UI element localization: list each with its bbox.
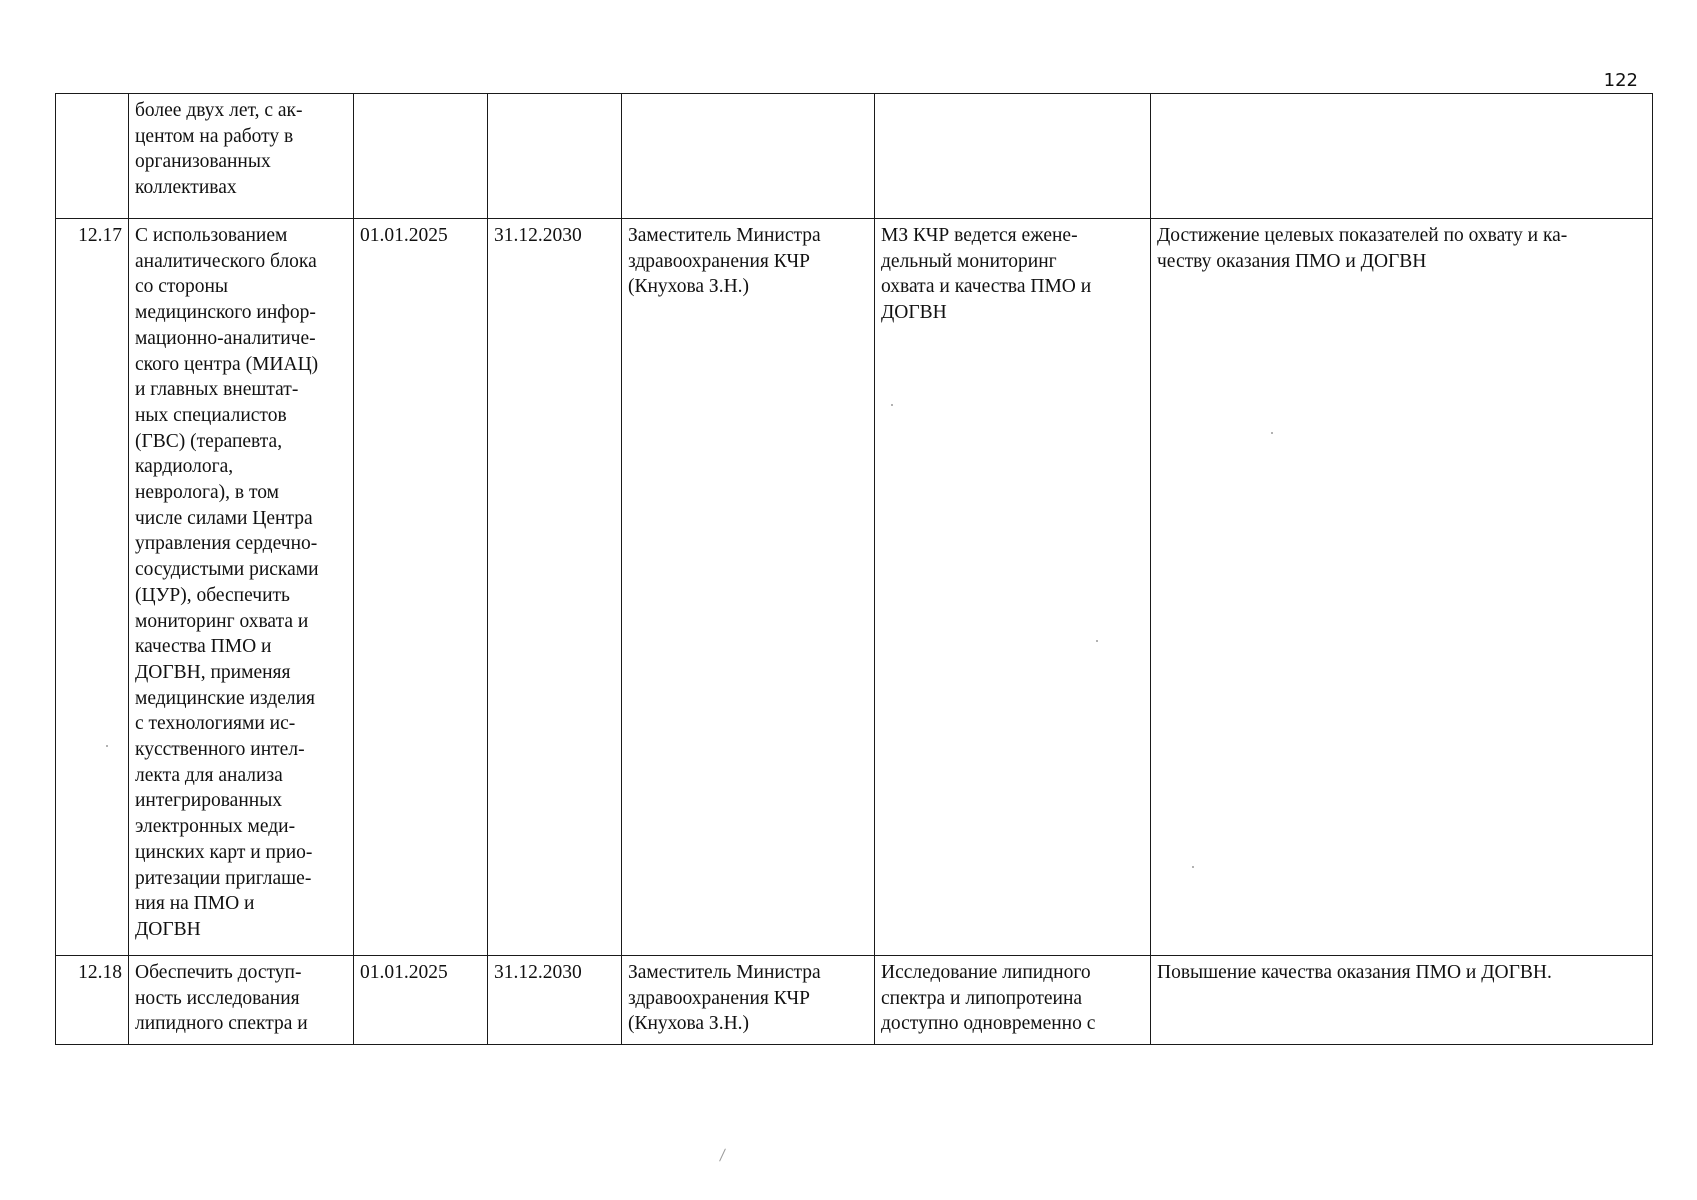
action-cell: Обеспечить доступ- ность исследования липидного спектра и	[129, 956, 354, 1045]
responsible-cell: Заместитель Министра здравоохранения КЧР (Кнухова З.Н.)	[622, 219, 875, 956]
responsible-cell: Заместитель Министра здравоохранения КЧР (Кнухова З.Н.)	[622, 956, 875, 1045]
page-number: 122	[1603, 70, 1638, 91]
table-row	[56, 219, 1653, 956]
item-number: 12.18	[56, 956, 129, 1045]
result-cell: Достижение целевых показателей по охвату и ка- честву оказания ПМО и ДОГВН	[1151, 219, 1653, 956]
scan-speck	[1096, 640, 1098, 642]
end-date-cell	[488, 94, 622, 219]
result-cell: Повышение качества оказания ПМО и ДОГВН.	[1151, 956, 1653, 1045]
responsible-cell	[622, 94, 875, 219]
indicator-cell	[875, 94, 1151, 219]
result-cell	[1151, 94, 1653, 219]
indicator-cell: Исследование липидного спектра и липопротеина доступно одновременно с	[875, 956, 1151, 1045]
indicator-cell: МЗ КЧР ведется ежене- дельный мониторинг охвата и качества ПМО и ДОГВН	[875, 219, 1151, 956]
scan-speck	[719, 1148, 726, 1161]
start-date-cell: 01.01.2025	[354, 219, 488, 956]
action-cell: С использованием аналитического блока со стороны медицинского инфор- мационно-аналитиче- ского центра (МИАЦ) и главных внештат- ных специалистов (ГВС) (терапевта, кардиолога, невролога), в том числе силами Центра управления сердечно- сосудистыми рисками (ЦУР), обеспечить мониторинг охвата и качества ПМО и ДОГВН, применяя медицинские изделия с технологиями ис- кусственного интел- лекта для анализа интегрированных электронных меди- цинских карт и прио- ритезации приглаше- ния на ПМО и ДОГВН	[129, 219, 354, 956]
table-row	[56, 956, 1653, 1045]
item-number: 12.17	[56, 219, 129, 956]
action-cell: более двух лет, с ак- центом на работу в организованных коллективах	[129, 94, 354, 219]
table-row	[56, 94, 1653, 219]
scan-speck	[1192, 866, 1194, 868]
item-number	[56, 94, 129, 219]
start-date-cell	[354, 94, 488, 219]
scan-speck	[1271, 432, 1273, 434]
end-date-cell: 31.12.2030	[488, 956, 622, 1045]
scan-speck	[106, 745, 108, 747]
plan-table	[55, 93, 1653, 1045]
start-date-cell: 01.01.2025	[354, 956, 488, 1045]
scan-speck	[891, 404, 893, 406]
end-date-cell: 31.12.2030	[488, 219, 622, 956]
